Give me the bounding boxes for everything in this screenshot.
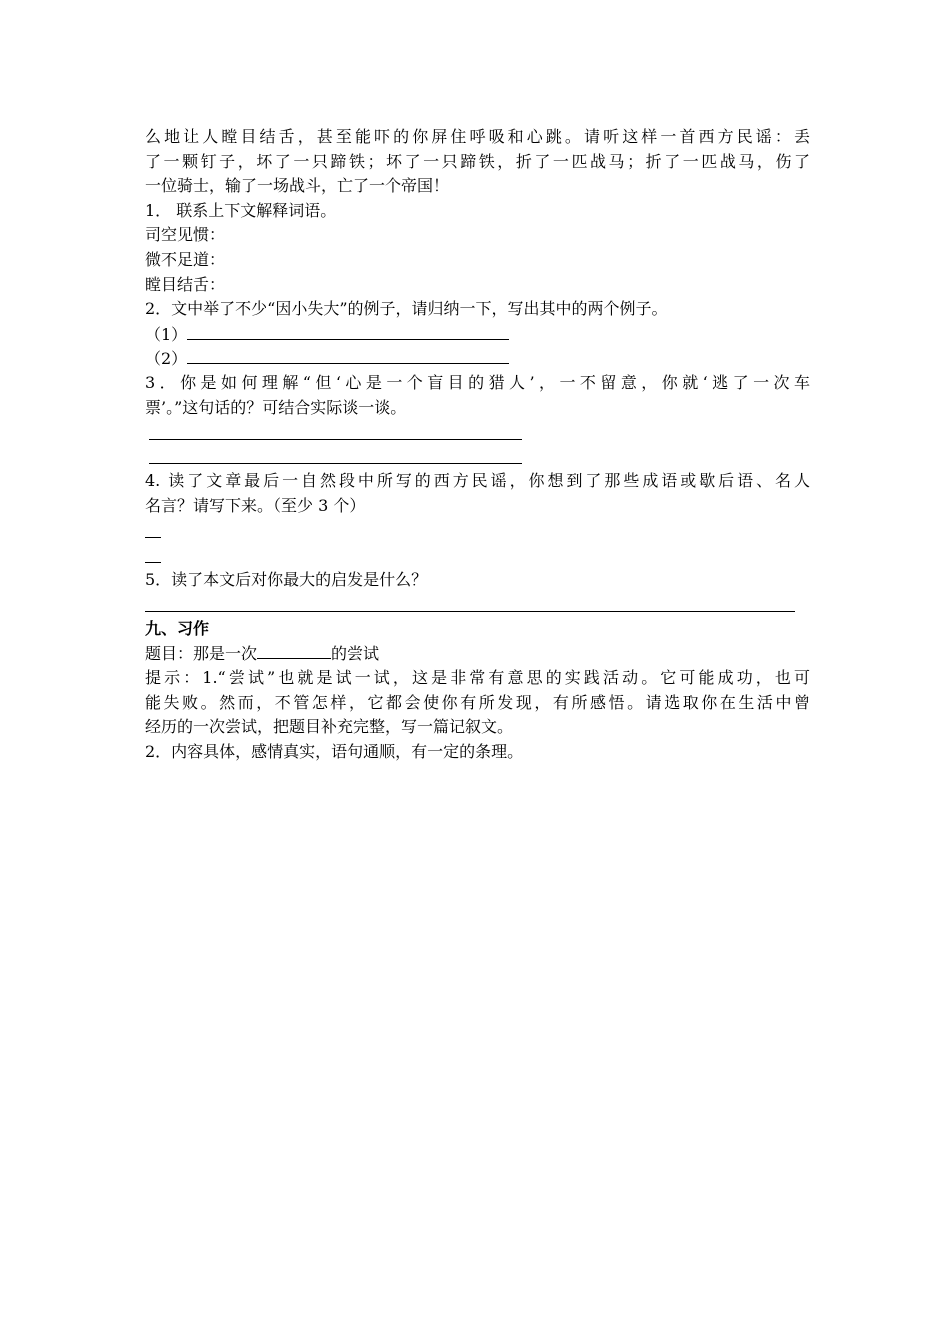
passage-line: 么地让人瞠目结舌，甚至能吓的你屏住呼吸和心跳。请听这样一首西方民谣：丢 — [145, 127, 810, 146]
composition-title — [145, 641, 810, 666]
question-3-prompt-line: 3．你是如何理解“但‘心是一个盲目的猎人’，一不留意，你就‘逃了一次车 — [145, 372, 810, 392]
term-sikongjianguan: 司空见惯： — [145, 225, 226, 245]
tip-line: 2．内容具体，感情真实，语句通顺，有一定的条理。 — [145, 741, 524, 761]
term-weibuzudao: 微不足道： — [145, 249, 226, 269]
example-2-label: （2） — [145, 349, 188, 369]
answer-3-line[interactable] — [145, 420, 810, 445]
passage-line: 一位骑士，输了一场战斗，亡了一个帝国！ — [145, 176, 450, 196]
question-3-prompt-line: 票’。”这句话的？可结合实际谈一谈。 — [145, 397, 407, 417]
passage-line: 了一颗钉子，坏了一只蹄铁；坏了一只蹄铁，折了一匹战马；折了一匹战马，伤了 — [145, 151, 810, 171]
example-2-row — [145, 346, 810, 371]
term-chengmujieshe: 瞠目结舌： — [145, 274, 226, 294]
answer-4-line[interactable] — [145, 543, 810, 568]
worksheet-content — [145, 125, 810, 764]
example-2-blank[interactable] — [187, 346, 509, 364]
question-2-prompt: 2．文中举了不少“因小失大”的例子，请归纳一下，写出其中的两个例子。 — [145, 299, 668, 319]
example-1-label: （1） — [145, 324, 188, 344]
question-4-prompt-line: 4. 读了文章最后一自然段中所写的西方民谣，你想到了那些成语或歇后语、名人 — [145, 471, 810, 491]
section-heading: 九、习作 — [145, 618, 210, 638]
example-1-row — [145, 322, 810, 347]
question-1-prompt: 1． 联系上下文解释词语。 — [145, 200, 337, 220]
tip-line: 经历的一次尝试，把题目补充完整，写一篇记叙文。 — [145, 717, 514, 737]
question-4-prompt-line: 名言？请写下来。（至少 3 个） — [145, 495, 366, 515]
title-blank[interactable] — [257, 641, 331, 659]
tip-line: 提示：1.“尝试”也就是试一试，这是非常有意思的实践活动。它可能成功，也可 — [145, 668, 810, 688]
title-suffix: 的尝试 — [331, 644, 380, 664]
title-prefix: 题目：那是一次 — [145, 644, 258, 664]
question-5-prompt: 5．读了本文后对你最大的启发是什么？ — [145, 569, 428, 589]
answer-5-line[interactable] — [145, 592, 810, 617]
example-1-blank[interactable] — [187, 322, 509, 340]
answer-4-line[interactable] — [145, 519, 810, 544]
tip-line: 能失败。然而，不管怎样，它都会使你有所发现，有所感悟。请选取你在生活中曾 — [145, 692, 810, 712]
answer-3-line[interactable] — [145, 445, 810, 470]
